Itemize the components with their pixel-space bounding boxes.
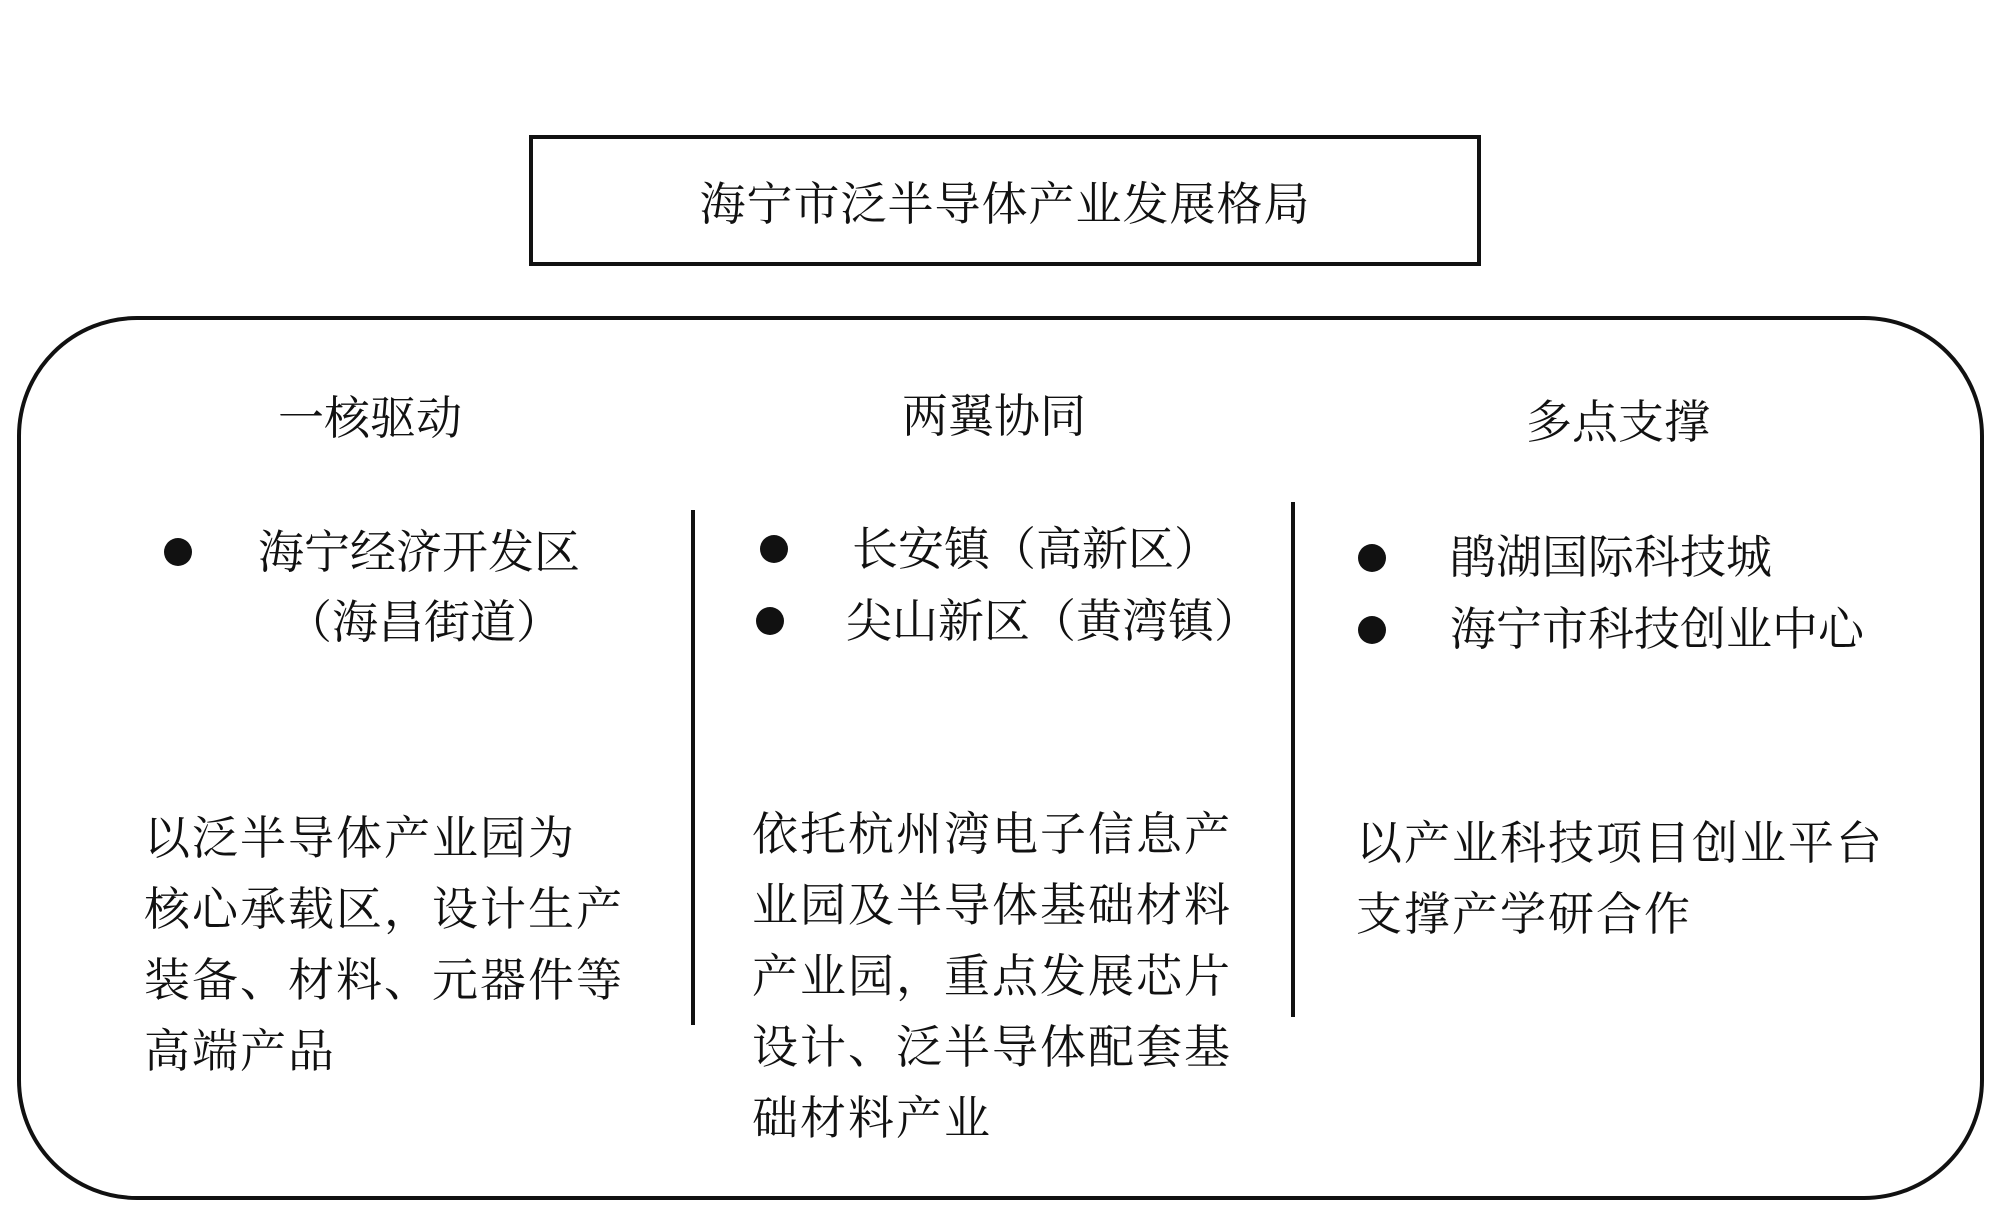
bullet-dot: [760, 535, 788, 563]
bullet-dot: [164, 538, 192, 566]
description-line: 础材料产业: [752, 1091, 992, 1145]
heading-core-drive: 一核驱动: [278, 391, 462, 445]
description-two-wings: [752, 799, 1232, 1154]
bullet-item-juanhu-tech-city: 鹃湖国际科技城: [1450, 530, 1772, 584]
diagram-title: 海宁市泛半导体产业发展格局: [529, 135, 1481, 266]
description-line: 设计、泛半导体配套基: [752, 1020, 1232, 1074]
bullet-item-tech-venture-center: 海宁市科技创业中心: [1450, 602, 1864, 656]
description-line: 高端产品: [144, 1024, 336, 1078]
column-divider-right: [1291, 502, 1295, 1017]
heading-two-wings: 两翼协同: [902, 389, 1086, 443]
description-line: 依托杭州湾电子信息产: [752, 807, 1232, 861]
bullet-dot: [1358, 544, 1386, 572]
heading-multi-point-support: 多点支撑: [1526, 395, 1710, 449]
description-line: 业园及半导体基础材料: [752, 878, 1232, 932]
bullet-item-development-zone-subtitle: （海昌街道）: [286, 595, 562, 649]
description-multi-point-support: [1356, 808, 1884, 950]
bullet-dot: [1358, 616, 1386, 644]
description-line: 支撑产学研合作: [1356, 887, 1692, 941]
description-line: 以产业科技项目创业平台: [1356, 816, 1884, 870]
bullet-item-changan-town: 长安镇（高新区）: [852, 522, 1220, 576]
bullet-item-development-zone: 海宁经济开发区: [258, 525, 580, 579]
description-line: 产业园，重点发展芯片: [752, 949, 1232, 1003]
description-line: 核心承载区，设计生产: [144, 882, 624, 936]
column-divider-left: [691, 510, 695, 1025]
description-core-drive: [144, 803, 624, 1087]
bullet-dot: [756, 607, 784, 635]
description-line: 以泛半导体产业园为: [144, 811, 576, 865]
bullet-item-jianshan-district: 尖山新区（黄湾镇）: [846, 594, 1260, 648]
description-line: 装备、材料、元器件等: [144, 953, 624, 1007]
